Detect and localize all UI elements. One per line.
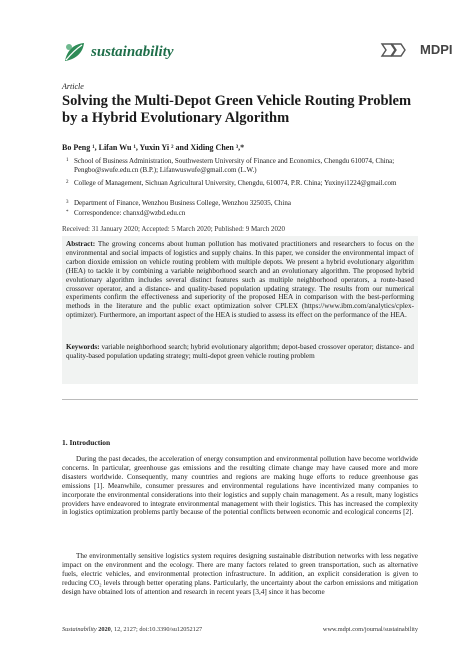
publisher-name: MDPI [420,42,453,57]
affiliation-number: 3 [66,200,69,205]
affiliation-text: School of Business Administration, Southwestern University of Finance and Economics, Chengdu 610074, China; Pengbo@swufe.edu.cn (B.P.); Lifanwuswufe@gmail.com (L.W.) [74,157,395,174]
citation-journal: Sustainability [62,626,97,633]
citation-year: 2020 [98,626,111,633]
affiliation-text: College of Management, Sichuan Agricultural University, Chengdu, 610074, P.R. China; Yuxinyi1224@gmail.com [74,179,397,187]
paragraph-2: The environmentally sensitive logistics system requires designing sustainable distribution networks with less negative impact on the environment and the ecology. There are many factors related to green transportation, such as alternative fuels, electric vehicles, and environmental protection infrastructure. In addition, an explicit consideration is given to reducing CO₂ levels through better operating plans. Particularly, the uncertainty about the carbon emissions and mitigation design have obtained lots of attention and research in recent years [3,4] since it has become [62,552,418,596]
keywords [66,343,414,361]
article-type: Article [62,82,84,91]
publication-dates: Received: 31 January 2020; Accepted: 5 March 2020; Published: 9 March 2020 [62,225,285,233]
keywords-text: variable neighborhood search; hybrid evolutionary algorithm; depot-based crossover operator; distance- and quality-based population updating strategy; multi-depot green vehicle routing problem [66,343,414,360]
citation [62,626,202,633]
affiliation-number: 1 [66,158,69,163]
sustainability-leaf-icon [62,40,86,64]
correspondence [66,209,416,218]
mdpi-logo-icon [378,41,414,59]
keywords-label: Keywords: [66,343,100,351]
affiliation-3 [66,199,416,208]
author-list[interactable]: Bo Peng ¹, Lifan Wu ¹, Yuxin Yi ² and Xiding Chen ³,* [62,143,245,152]
affiliation-number: * [66,210,69,215]
journal-url[interactable]: www.mdpi.com/journal/sustainability [322,626,418,633]
paragraph-1: During the past decades, the acceleration of energy consumption and environmental pollution have become worldwide concerns. In particular, greenhouse gas emissions and the resulting climate change may have caused more and more disasters worldwide. Consequently, many countries and regions are making huge efforts to reduce greenhouse gas emissions [1]. Meanwhile, consumer pressures and environmental regulations have incentivized many companies to incorporate the environmental considerations into their logistics and supply chain management. As a result, many logistics providers have endeavored to integrate environmental management with their logistics. This has increased the complexity in logistics optimization problems partly because of the potential conflicts between economic and ecological concerns [2]. [62,455,418,517]
correspondence-text[interactable]: Correspondence: chanxd@wzbd.edu.cn [74,209,186,217]
affiliation-2 [66,179,416,196]
affiliation-text: Department of Finance, Wenzhou Business College, Wenzhou 325035, China [74,199,291,207]
abstract [66,240,414,320]
abstract-text: The growing concerns about human pollution has motivated practitioners and researchers to focus on the environmental and social impacts of logistics and supply chains. In this paper, we consider the environmental impact of carbon dioxide emission on vehicle routing problem with multiple depots. We present a hybrid evolutionary algorithm (HEA) to tackle it by combining a variable neighborhood search and an evolutionary algorithm. The proposed hybrid evolutionary algorithm includes several distinct features such as multiple neighborhood operators, a route-based crossover operator, and a distance- and quality-based population updating strategy. The results from our numerical experiments confirm the effectiveness and superiority of the proposed HEA in comparison with the best-performing methods in the literature and the public exact optimization solver CPLEX (https://www.ibm.com/analytics/cplex-optimizer). Furthermore, an important aspect of the HEA is studied to assess its effect on the performance of the HEA. [66,240,415,320]
citation-details: , 12, 2127; doi:10.3390/su12052127 [110,626,203,633]
abstract-label: Abstract: [66,240,96,248]
page-title: Solving the Multi-Depot Green Vehicle Routing Problem by a Hybrid Evolutionary Algorithm [62,93,412,126]
affiliation-1 [66,157,416,174]
divider [62,399,418,400]
affiliation-number: 2 [66,180,69,185]
section-heading: 1. Introduction [62,438,111,447]
journal-name[interactable]: sustainability [91,44,174,60]
